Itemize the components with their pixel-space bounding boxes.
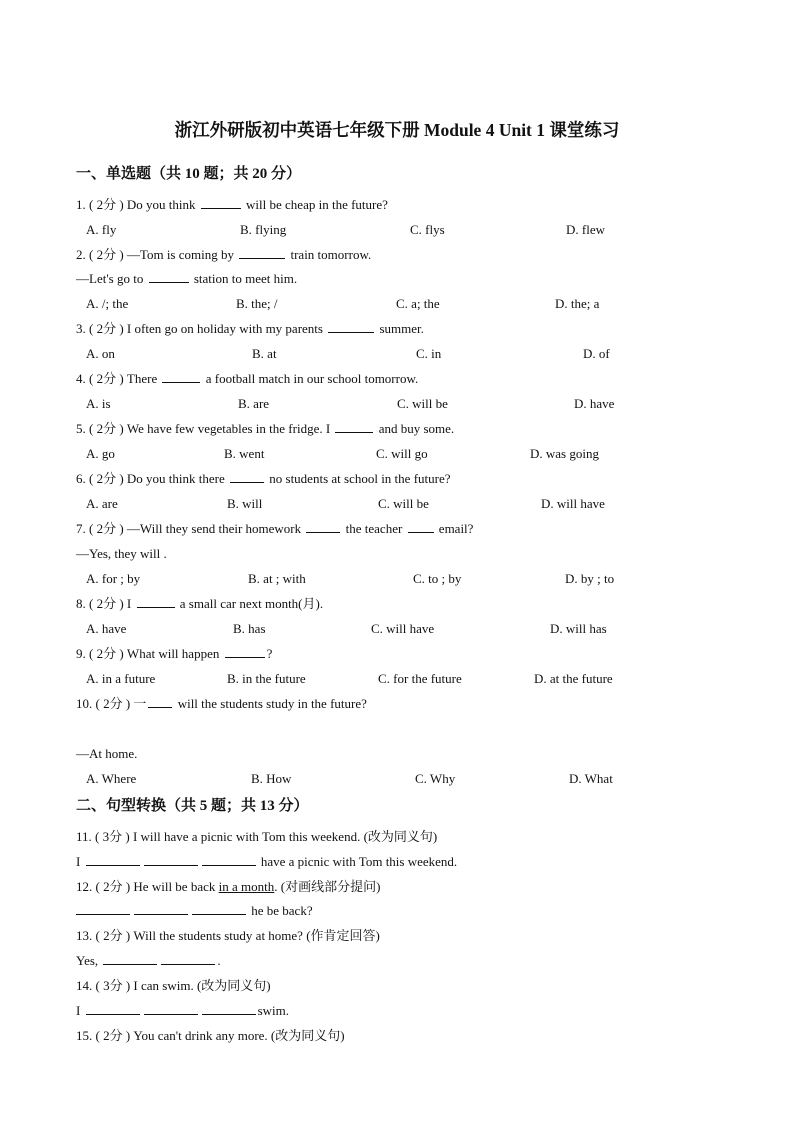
option-b[interactable]: B. at xyxy=(252,346,277,361)
option-c[interactable]: C. flys xyxy=(410,222,445,237)
option-b[interactable]: B. flying xyxy=(240,222,287,237)
option-a[interactable]: A. fly xyxy=(86,222,117,237)
answer-blank[interactable] xyxy=(144,1002,198,1015)
option-d[interactable]: D. will have xyxy=(541,496,605,511)
option-c[interactable]: C. Why xyxy=(415,771,456,786)
option-a[interactable]: A. Where xyxy=(86,771,137,786)
answer-blank[interactable] xyxy=(201,196,241,209)
option-c[interactable]: C. will go xyxy=(376,446,428,461)
answer-blank[interactable] xyxy=(192,902,246,915)
option-a[interactable]: A. go xyxy=(86,446,115,461)
answer-blank[interactable] xyxy=(86,853,140,866)
page-title: 浙江外研版初中英语七年级下册 Module 4 Unit 1 课堂练习 xyxy=(174,120,620,140)
option-a[interactable]: A. have xyxy=(86,621,127,636)
answer-blank[interactable] xyxy=(239,246,285,259)
option-b[interactable]: B. How xyxy=(251,771,292,786)
question-8: 8. ( 2分 ) I a small car next month(月). xyxy=(76,596,324,611)
answer-blank[interactable] xyxy=(408,520,434,533)
option-c[interactable]: C. for the future xyxy=(378,671,462,686)
option-d[interactable]: D. by ; to xyxy=(565,571,615,586)
answer-blank[interactable] xyxy=(161,952,215,965)
question-11-answer-line: I have a picnic with Tom this weekend. xyxy=(76,854,458,869)
answer-blank[interactable] xyxy=(230,470,264,483)
option-a[interactable]: A. are xyxy=(86,496,118,511)
question-13-answer-line: Yes, . xyxy=(76,953,221,968)
answer-blank[interactable] xyxy=(134,902,188,915)
answer-blank[interactable] xyxy=(335,420,373,433)
section-heading-single-choice: 一、单选题（共 10 题；共 20 分） xyxy=(76,166,302,182)
option-d[interactable]: D. will has xyxy=(550,621,607,636)
question-10: 10. ( 2分 ) 一 will the students study in the future? xyxy=(76,696,367,711)
answer-blank[interactable] xyxy=(202,853,256,866)
answer-blank[interactable] xyxy=(144,853,198,866)
question-15: 15. ( 2分 ) You can't drink any more. (改为同义句) xyxy=(76,1028,345,1043)
answer-blank[interactable] xyxy=(328,320,374,333)
question-6: 6. ( 2分 ) Do you think there no students at school in the future? xyxy=(76,471,451,486)
option-a[interactable]: A. is xyxy=(86,396,111,411)
question-14: 14. ( 3分 ) I can swim. (改为同义句) xyxy=(76,978,271,993)
answer-blank[interactable] xyxy=(202,1002,256,1015)
question-7-dialogue: —Yes, they will . xyxy=(76,546,167,561)
option-c[interactable]: C. will have xyxy=(371,621,435,636)
answer-blank[interactable] xyxy=(76,902,130,915)
question-1: 1. ( 2分 ) Do you think will be cheap in the future? xyxy=(76,197,388,212)
question-3: 3. ( 2分 ) I often go on holiday with my parents summer. xyxy=(76,321,424,336)
question-7: 7. ( 2分 ) —Will they send their homework the teacher email? xyxy=(76,521,474,536)
section-heading-sentence-transform: 二、句型转换（共 5 题；共 13 分） xyxy=(76,798,309,814)
option-d[interactable]: D. What xyxy=(569,771,613,786)
option-c[interactable]: C. a; the xyxy=(396,296,440,311)
question-10-dialogue: —At home. xyxy=(76,746,138,761)
option-d[interactable]: D. at the future xyxy=(534,671,613,686)
question-9: 9. ( 2分 ) What will happen ? xyxy=(76,646,273,661)
question-2-dialogue: —Let's go to station to meet him. xyxy=(76,271,298,286)
answer-blank[interactable] xyxy=(103,952,157,965)
option-c[interactable]: C. will be xyxy=(397,396,448,411)
option-d[interactable]: D. was going xyxy=(530,446,599,461)
option-c[interactable]: C. to ; by xyxy=(413,571,462,586)
option-b[interactable]: B. at ; with xyxy=(248,571,306,586)
option-b[interactable]: B. has xyxy=(233,621,266,636)
option-a[interactable]: A. in a future xyxy=(86,671,156,686)
option-c[interactable]: C. will be xyxy=(378,496,429,511)
question-11: 11. ( 3分 ) I will have a picnic with Tom this weekend. (改为同义句) xyxy=(76,829,438,844)
option-b[interactable]: B. in the future xyxy=(227,671,306,686)
answer-blank[interactable] xyxy=(148,695,172,708)
option-a[interactable]: A. for ; by xyxy=(86,571,141,586)
answer-blank[interactable] xyxy=(149,270,189,283)
option-c[interactable]: C. in xyxy=(416,346,442,361)
question-2: 2. ( 2分 ) —Tom is coming by train tomorrow. xyxy=(76,247,372,262)
option-d[interactable]: D. of xyxy=(583,346,610,361)
option-b[interactable]: B. went xyxy=(224,446,265,461)
option-d[interactable]: D. the; a xyxy=(555,296,600,311)
option-d[interactable]: D. have xyxy=(574,396,615,411)
option-d[interactable]: D. flew xyxy=(566,222,605,237)
question-5: 5. ( 2分 ) We have few vegetables in the fridge. I and buy some. xyxy=(76,421,455,436)
option-b[interactable]: B. the; / xyxy=(236,296,278,311)
option-b[interactable]: B. will xyxy=(227,496,263,511)
answer-blank[interactable] xyxy=(225,645,265,658)
answer-blank[interactable] xyxy=(162,370,200,383)
answer-blank[interactable] xyxy=(306,520,340,533)
question-12: 12. ( 2分 ) He will be back in a month. (对画线部分提问) xyxy=(76,879,381,894)
option-b[interactable]: B. are xyxy=(238,396,270,411)
answer-blank[interactable] xyxy=(86,1002,140,1015)
option-a[interactable]: A. /; the xyxy=(86,296,129,311)
answer-blank[interactable] xyxy=(137,595,175,608)
question-12-answer-line: he be back? xyxy=(76,902,313,920)
question-14-answer-line: I swim. xyxy=(76,1003,290,1018)
option-a[interactable]: A. on xyxy=(86,346,115,361)
question-13: 13. ( 2分 ) Will the students study at home? (作肯定回答) xyxy=(76,928,380,943)
question-4: 4. ( 2分 ) There a football match in our school tomorrow. xyxy=(76,371,419,386)
